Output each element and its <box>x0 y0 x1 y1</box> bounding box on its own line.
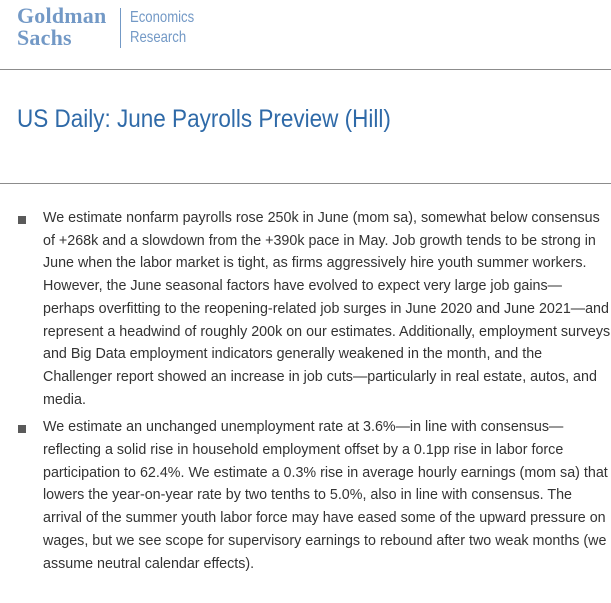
department-label <box>130 8 194 48</box>
bullet-text: We estimate an unchanged unemployment rate at 3.6%—in line with consensus—reflecting a solid rise in household employment offset by a 0.1pp rise in labor force participation to 62.4%. We estimate a 0.3% rise in average hourly earnings (mom sa) that lowers the year-on-year rate by two tenths to 5.0%, also in line with consensus. The arrival of the summer youth labor force may have eased some of the upward pressure on wages, but we see scope for supervisory earnings to rebound after two weak months (we assume neutral calendar effects). <box>43 419 608 572</box>
bullet-text: We estimate nonfarm payrolls rose 250k in June (mom sa), somewhat below consensus of +268k and a slowdown from the +390k pace in May. Job growth tends to be strong in June when the labor market is tight, as firms aggressively hire youth summer workers. However, the June seasonal factors have evolved to expect very large job gains—perhaps overfitting to the reopening-related job surges in June 2020 and June 2021—and represent a headwind of roughly 200k on our estimates. Additionally, employment surveys and Big Data employment indicators generally weakened in the month, and the Challenger report showed an increase in job cuts—particularly in real estate, autos, and media. <box>43 210 611 408</box>
logo-line-1: Goldman <box>17 3 107 28</box>
logo-line-2: Sachs <box>17 25 72 50</box>
goldman-sachs-logo <box>17 5 106 49</box>
department-line-2: Research <box>130 29 187 46</box>
bullet-item-1 <box>17 207 611 411</box>
department-line-1: Economics <box>130 9 195 26</box>
header-divider <box>0 69 611 70</box>
title-divider <box>0 183 611 184</box>
logo-divider <box>120 8 121 48</box>
bullet-item-2 <box>17 416 607 575</box>
report-header <box>0 0 611 68</box>
square-bullet-icon <box>18 216 26 224</box>
bullet-list <box>17 207 611 580</box>
square-bullet-icon <box>18 425 26 433</box>
report-title: US Daily: June Payrolls Preview (Hill) <box>17 105 391 133</box>
